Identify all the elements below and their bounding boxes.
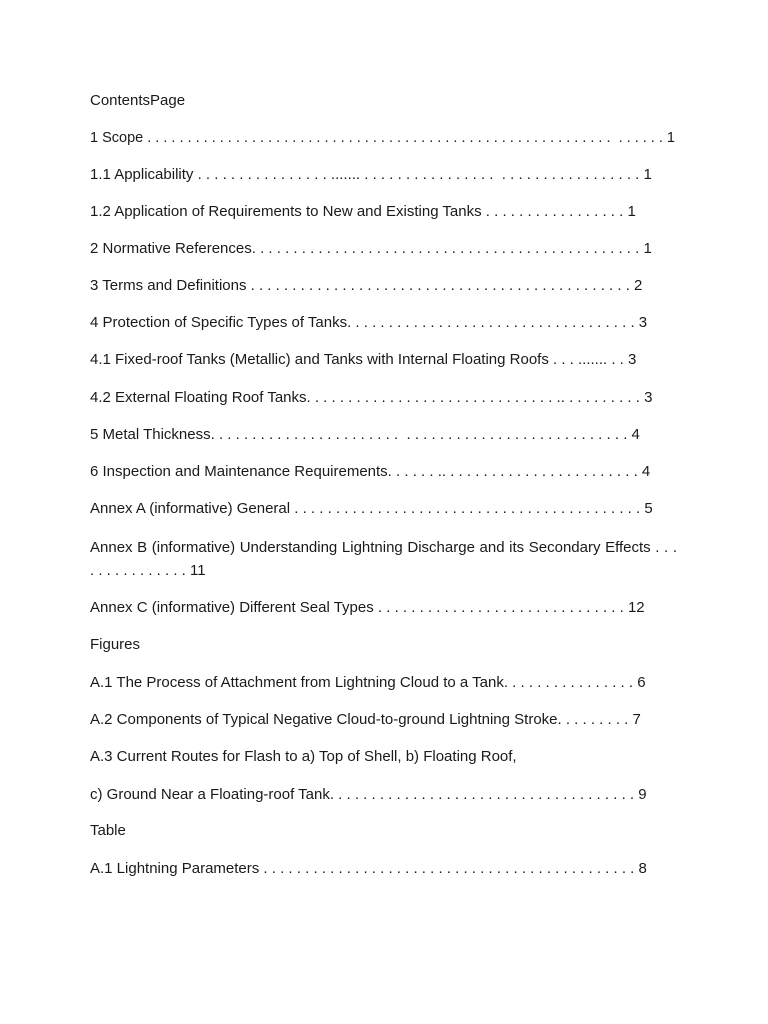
- table-entry-a1: A.1 Lightning Parameters . . . . . . . . . . . . . . . . . . . . . . . . . . . . . . . . . . . . . . . . . . . . . 8: [90, 860, 647, 877]
- toc-entry-protection-of-tanks: 4 Protection of Specific Types of Tanks. . . . . . . . . . . . . . . . . . . . . . . . . . . . . . . . . . . 3: [90, 314, 648, 331]
- toc-entry-application-of-requirements: 1.2 Application of Requirements to New and Existing Tanks . . . . . . . . . . . . . . . . . 1: [90, 203, 636, 220]
- figures-heading: Figures: [90, 636, 141, 653]
- figure-entry-a2: A.2 Components of Typical Negative Cloud-to-ground Lightning Stroke. . . . . . . . . 7: [90, 711, 641, 728]
- figure-entry-a1: A.1 The Process of Attachment from Lightning Cloud to a Tank. . . . . . . . . . . . . . . . 6: [90, 674, 646, 691]
- toc-entry-annex-c: Annex C (informative) Different Seal Types . . . . . . . . . . . . . . . . . . . . . . . . . . . . . . 12: [90, 599, 645, 616]
- toc-entry-fixed-roof-tanks: 4.1 Fixed-roof Tanks (Metallic) and Tanks with Internal Floating Roofs . . . ....... . . 3: [90, 351, 637, 368]
- page-title: ContentsPage: [90, 92, 186, 109]
- toc-entry-metal-thickness: 5 Metal Thickness. . . . . . . . . . . . . . . . . . . . . . . . . . . . . . . . . . . . . . . . . . . . . . . . . . 4: [90, 426, 640, 443]
- toc-entry-applicability: 1.1 Applicability . . . . . . . . . . . . . . . . ....... . . . . . . . . . . . . . . . . . . . . . . . . . . . . . . . . . 1: [90, 166, 652, 183]
- toc-entry-annex-a: Annex A (informative) General . . . . . . . . . . . . . . . . . . . . . . . . . . . . . . . . . . . . . . . . . . 5: [90, 500, 653, 517]
- toc-entry-inspection-maintenance: 6 Inspection and Maintenance Requirements. . . . . . .. . . . . . . . . . . . . . . . . . . . . . . . 4: [90, 463, 651, 480]
- toc-entry-annex-b: Annex B (informative) Understanding Lightning Discharge and its Secondary Effects . . . . . . . . . . . . . . . 11: [90, 539, 677, 579]
- toc-entry-scope: 1 Scope . . . . . . . . . . . . . . . . . . . . . . . . . . . . . . . . . . . . . . . . . . . . . . . . . . . . . . . . . . . . . . . . 1: [90, 130, 675, 146]
- toc-entry-normative-references: 2 Normative References. . . . . . . . . . . . . . . . . . . . . . . . . . . . . . . . . . . . . . . . . . . . . . . 1: [90, 240, 652, 257]
- figure-entry-a3: A.3 Current Routes for Flash to a) Top of Shell, b) Floating Roof,: [90, 748, 517, 765]
- table-heading: Table: [90, 822, 126, 839]
- toc-entry-external-floating-roof: 4.2 External Floating Roof Tanks. . . . . . . . . . . . . . . . . . . . . . . . . . . . . . .. . . . . . . . . . 3: [90, 389, 653, 406]
- toc-entry-terms-and-definitions: 3 Terms and Definitions . . . . . . . . . . . . . . . . . . . . . . . . . . . . . . . . . . . . . . . . . . . . . . 2: [90, 277, 643, 294]
- figure-entry-a3-continued: c) Ground Near a Floating-roof Tank. . . . . . . . . . . . . . . . . . . . . . . . . . . . . . . . . . . . . 9: [90, 786, 647, 803]
